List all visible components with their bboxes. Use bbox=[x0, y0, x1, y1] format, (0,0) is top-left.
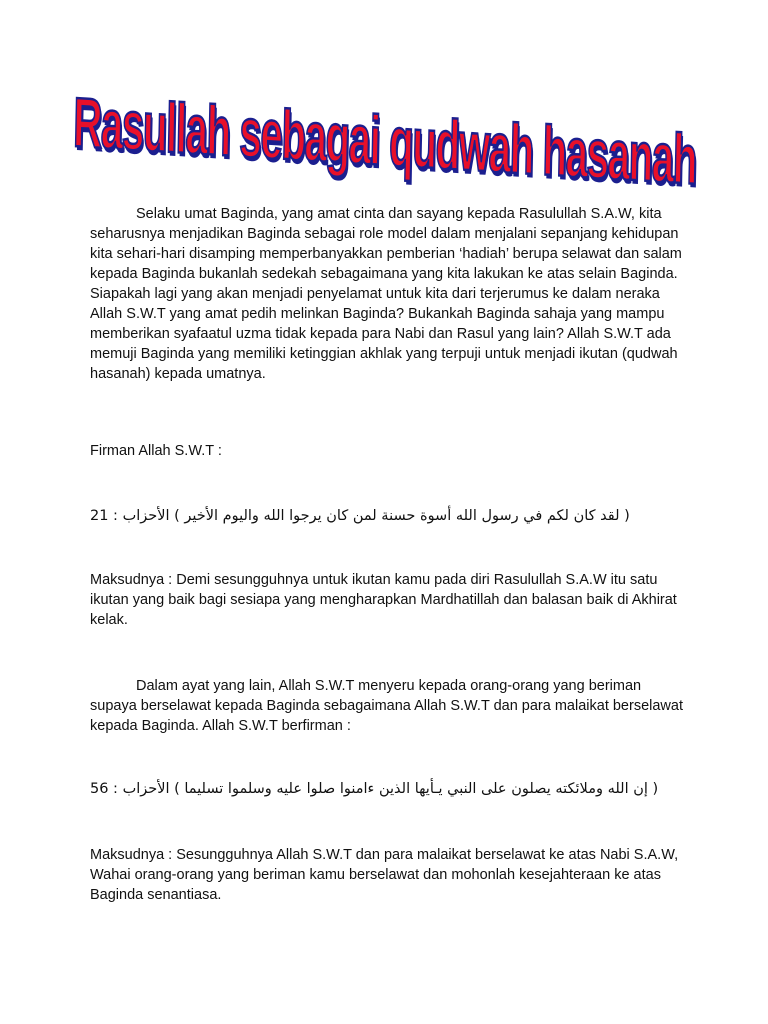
verse-2 bbox=[90, 779, 690, 799]
meaning-1: Maksudnya : Demi sesungguhnya untuk ikutan kamu pada diri Rasulullah S.A.W itu satu ikutan yang baik bagi sesiapa yang mengharapkan Mardhatillah dan balasan baik di Akhirat kelak. bbox=[90, 572, 677, 628]
meaning-2: Maksudnya : Sesungguhnya Allah S.W.T dan para malaikat berselawat ke atas Nabi S.A.W, Wahai orang-orang yang beriman kamu berselawat dan mohonlah kesejahteraan ke atas Baginda senantiasa. bbox=[90, 847, 679, 903]
verse-1-text: ( لقد كان لكم في رسول الله أسوة حسنة لمن كان يرجوا الله واليوم الأخير ) الأحزاب bbox=[122, 508, 630, 524]
paragraph-intro: Selaku umat Baginda, yang amat cinta dan sayang kepada Rasulullah S.A.W, kita seharusnya menjadikan Baginda sebagai role model dalam menjalani sepanjang kehidupan kita sehari-hari disamping memperbanyakkan pemberian ‘hadiah’ berupa selawat dan salam kepada Baginda bukanlah sedekah sebagaimana yang kita lakukan ke atas selain Baginda. Siapakah lagi yang akan menjadi penyelamat untuk kita dari terjerumus ke dalam neraka Allah S.W.T yang amat pedih melinkan Baginda? Bukankah Baginda sahaja yang mampu memberikan syafaatul uzma tidak kepada para Nabi dan Rasul yang lain? Allah S.W.T ada memuji Baginda yang memiliki ketinggian akhlak yang terpuji untuk menjadi ikutan (qudwah hasanah) kepada umatnya. bbox=[90, 206, 682, 382]
verse-2-number: 56 : bbox=[90, 781, 118, 797]
verse-1 bbox=[90, 506, 690, 526]
paragraph-selawat: Dalam ayat yang lain, Allah S.W.T menyeru kepada orang-orang yang beriman supaya berselawat kepada Baginda sebagaimana Allah S.W.T dan para malaikat berselawat kepada Baginda. Allah S.W.T berfirman : bbox=[90, 678, 683, 734]
title-banner bbox=[72, 81, 698, 199]
firman-label: Firman Allah S.W.T : bbox=[90, 443, 222, 459]
verse-2-text: ( إن الله وملائكته يصلون على النبي يـأيها الذين ءامنوا صلوا عليه وسلموا تسليما ) الأحزاب bbox=[122, 781, 659, 797]
verse-1-number: 21 : bbox=[90, 508, 118, 524]
page-title: Rasullah sebagai qudwah hasanah bbox=[72, 81, 698, 199]
